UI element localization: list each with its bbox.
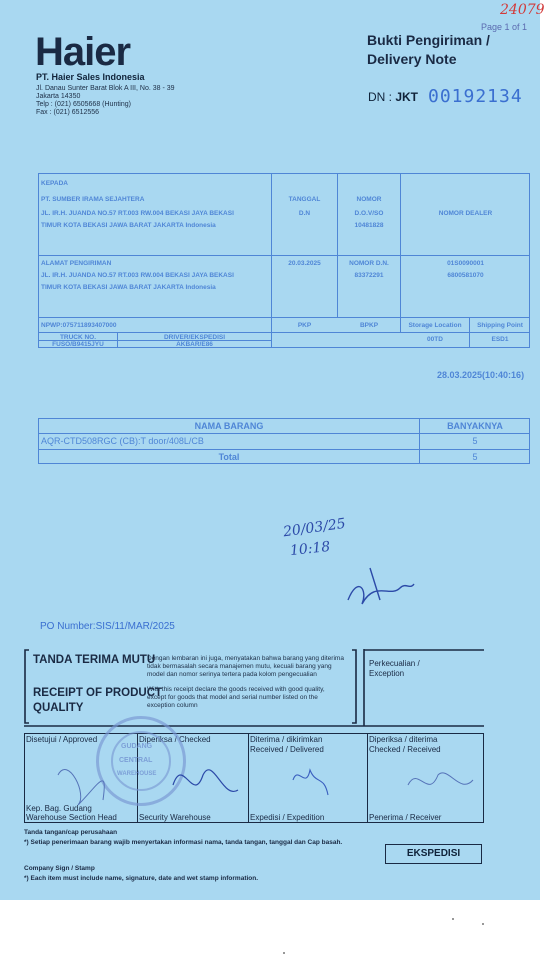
receipt-text-id: tidak bermasalah secara manajemen mutu, kecuali barang yang bbox=[147, 663, 332, 670]
shipping-point-value: ESD1 bbox=[491, 336, 509, 343]
receiver-label: Penerima / Receiver bbox=[369, 813, 442, 822]
bpkp-label: BPKP bbox=[359, 322, 379, 329]
nomor-dn-value: 83372291 bbox=[354, 272, 384, 279]
footer-note-id: *) Setiap penerimaan barang wajib menyertakan informasi nama, tanda tangan, tanggal dan Cap basah. bbox=[24, 839, 343, 846]
shipping-point-label: Shipping Point bbox=[477, 322, 523, 329]
item-name: AQR-CTD508RGC (CB):T door/408L/CB bbox=[41, 436, 204, 446]
warehouse-head-label: Kep. Bag. Gudang bbox=[26, 804, 92, 813]
copy-label-box: EKSPEDISI bbox=[385, 844, 482, 864]
nomor-dealer-label: NOMOR DEALER bbox=[438, 210, 493, 217]
checked-label: Diperiksa / Checked bbox=[139, 735, 211, 744]
receipt-text-id: Dengan lembaran ini juga, menyatakan bahwa barang yang diterima bbox=[147, 655, 344, 662]
receipt-text-en: exception column bbox=[147, 702, 198, 709]
receipt-text-id: model dan nomor serinya tertera pada kolom pengecualian bbox=[147, 671, 317, 678]
col-nama-barang: NAMA BARANG bbox=[194, 421, 264, 431]
customer-name: PT. SUMBER IRAMA SEJAHTERA bbox=[41, 196, 145, 203]
document-title bbox=[367, 31, 490, 69]
storage-location-value: 00TD bbox=[427, 336, 443, 343]
item-qty: 5 bbox=[472, 436, 478, 446]
stamp-text: CENTRAL bbox=[119, 757, 153, 764]
customer-address: TIMUR KOTA BEKASI JAWA BARAT JAKARTA Indonesia bbox=[41, 222, 216, 229]
handwritten-signature bbox=[340, 560, 420, 610]
tanggal-label: TANGGAL bbox=[288, 196, 321, 203]
page-info: Page 1 of 1 bbox=[481, 22, 528, 32]
handwritten-number: 24079 bbox=[500, 2, 545, 18]
pkp-label: PKP bbox=[297, 322, 312, 329]
total-label: Total bbox=[218, 452, 240, 462]
footer-sign-id: Tanda tangan/cap perusahaan bbox=[24, 829, 118, 836]
printed-datetime: 28.03.2025(10:40:16) bbox=[437, 370, 525, 380]
footer-sign-en: Company Sign / Stamp bbox=[24, 865, 95, 872]
exception-label: Perkecualian / bbox=[369, 659, 420, 668]
driver-label: DRIVER/EKSPEDISI bbox=[163, 334, 226, 341]
driver-value: AKBAR/E86 bbox=[176, 341, 213, 348]
received-label: Diperiksa / diterima bbox=[369, 735, 438, 744]
items-table bbox=[38, 418, 530, 464]
handwritten-time: 10:18 bbox=[289, 538, 332, 560]
total-value: 5 bbox=[472, 452, 478, 462]
address-line: Jl. Danau Sunter Barat Blok A III, No. 38 - 39 bbox=[36, 85, 175, 92]
nomor-label: NOMOR bbox=[356, 196, 382, 203]
dealer-value: 01S0090001 bbox=[447, 260, 484, 267]
po-number: PO Number:SIS/11/MAR/2025 bbox=[40, 621, 175, 632]
exception-label: Exception bbox=[369, 669, 405, 678]
address-line: Telp : (021) 6505668 (Hunting) bbox=[36, 101, 131, 108]
receipt-text-en: With this receipt declare the goods received with good quality, bbox=[147, 686, 325, 693]
truck-no-value: FUSO/B9415JYU bbox=[52, 341, 104, 348]
scan-speck bbox=[452, 918, 454, 920]
warehouse-head-label: Warehouse Section Head bbox=[26, 813, 117, 822]
dn-prefix: DN : bbox=[368, 90, 396, 104]
approved-label: Disetujui / Approved bbox=[26, 735, 98, 744]
handwritten-date: 20/03/25 bbox=[282, 515, 347, 541]
customer-address: JL. IR.H. JUANDA NO.57 RT.003 RW.004 BEKASI JAYA BEKASI bbox=[41, 210, 234, 217]
receipt-title-id: TANDA TERIMA MUTU bbox=[33, 654, 156, 666]
dn-branch: JKT bbox=[395, 90, 419, 104]
dn-date: 20.03.2025 bbox=[288, 260, 321, 267]
title-english: Delivery Note bbox=[367, 51, 457, 67]
shipping-address: TIMUR KOTA BEKASI JAWA BARAT JAKARTA Indonesia bbox=[41, 284, 216, 291]
dn-number: 00192134 bbox=[428, 86, 523, 107]
scan-margin bbox=[0, 900, 540, 960]
receipt-title-en: QUALITY bbox=[33, 702, 84, 714]
nomor-value: 10481828 bbox=[354, 222, 384, 229]
delivered-label: Received / Delivered bbox=[250, 745, 324, 754]
dealer-value: 6800581070 bbox=[447, 272, 484, 279]
delivered-label: Diterima / dikirimkan bbox=[250, 735, 323, 744]
address-line: Fax : (021) 6512556 bbox=[36, 109, 100, 116]
alamat-label: ALAMAT PENGIRIMAN bbox=[41, 260, 112, 267]
company-logo: Haier bbox=[35, 30, 131, 74]
stamp-text: GUDANG bbox=[121, 743, 153, 750]
nomor-value: D.O.V/SO bbox=[354, 210, 384, 217]
title-indonesian: Bukti Pengiriman / bbox=[367, 32, 490, 48]
nomor-dn-label: NOMOR D.N. bbox=[349, 260, 389, 267]
signature-scribbles bbox=[28, 745, 498, 820]
dn-label bbox=[368, 90, 418, 104]
stamp-text: WAREHOUSE bbox=[117, 771, 157, 777]
shipping-address: JL. IR.H. JUANDA NO.57 RT.003 RW.004 BEKASI JAYA BEKASI bbox=[41, 272, 234, 279]
expedition-label: Expedisi / Expedition bbox=[250, 813, 325, 822]
address-line: Jakarta 14350 bbox=[36, 93, 81, 100]
npwp: NPWP:075711893407000 bbox=[41, 322, 117, 329]
receipt-title-en: RECEIPT OF PRODUCT bbox=[33, 687, 163, 699]
col-banyaknya: BANYAKNYA bbox=[447, 421, 503, 431]
storage-location-label: Storage Location bbox=[408, 322, 462, 329]
received-label: Checked / Received bbox=[369, 745, 441, 754]
company-name: PT. Haier Sales Indonesia bbox=[36, 72, 145, 82]
shipment-table bbox=[38, 173, 530, 348]
scan-speck bbox=[283, 952, 285, 954]
scan-speck bbox=[482, 923, 484, 925]
tanggal-value: D.N bbox=[298, 210, 311, 217]
truck-no-label: TRUCK NO. bbox=[59, 334, 97, 341]
receipt-text-en: except for goods that model and serial number listed on the bbox=[147, 694, 318, 701]
kepada-label: KEPADA bbox=[41, 180, 68, 187]
security-warehouse-label: Security Warehouse bbox=[139, 813, 211, 822]
footer-note-en: *) Each item must include name, signature, date and wet stamp information. bbox=[24, 875, 259, 882]
